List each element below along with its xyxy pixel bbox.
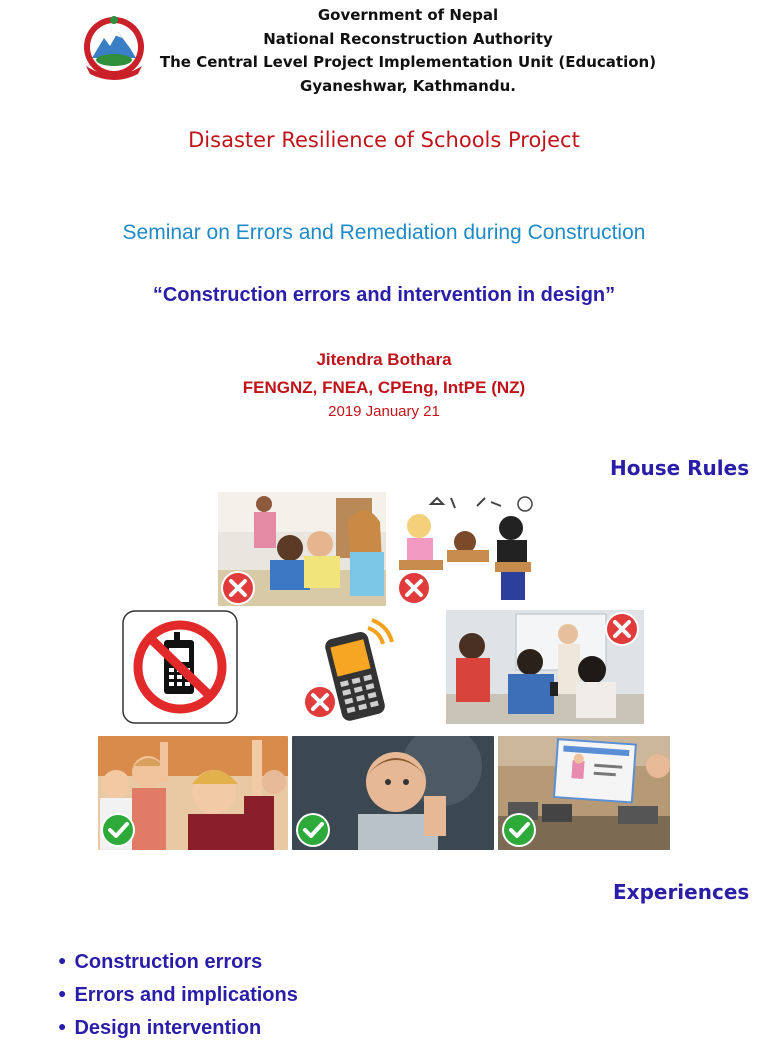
- list-item: [58, 984, 298, 1017]
- seminar-title: Seminar on Errors and Remediation during Construction: [122, 221, 646, 244]
- cross-icon: [604, 611, 640, 647]
- header-authority: National Reconstruction Authority: [263, 30, 553, 48]
- list-item: [58, 951, 298, 984]
- talk-date: 2019 January 21: [328, 403, 440, 420]
- cross-icon: [302, 684, 338, 720]
- check-icon: [295, 812, 331, 848]
- header-government: Government of Nepal: [317, 6, 499, 24]
- bullet-icon: ●: [58, 1018, 67, 1034]
- header-address: Gyaneshwar, Kathmandu.: [300, 77, 516, 95]
- check-icon: [501, 812, 537, 848]
- author-credentials: FENGNZ, FNEA, CPEng, IntPE (NZ): [242, 378, 526, 397]
- experiences-list: [58, 951, 298, 1050]
- author-name: Jitendra Bothara: [316, 350, 452, 369]
- talk-title: “Construction errors and intervention in design”: [152, 284, 616, 306]
- bullet-icon: ●: [58, 985, 67, 1001]
- house-rules-heading: House Rules: [610, 456, 750, 480]
- experiences-heading: Experiences: [613, 880, 750, 904]
- no-phone-sign-icon: [122, 610, 238, 724]
- list-item-text: Design intervention: [74, 1017, 262, 1039]
- list-item: [58, 1017, 298, 1050]
- bullet-icon: ●: [58, 952, 67, 968]
- nepal-emblem-icon: [80, 14, 148, 80]
- list-item-text: Construction errors: [74, 951, 263, 973]
- project-title: Disaster Resilience of Schools Project: [188, 128, 580, 152]
- cross-icon: [396, 570, 432, 606]
- cross-icon: [220, 570, 256, 606]
- check-icon: [100, 812, 136, 848]
- header-unit: The Central Level Project Implementation Unit (Education): [159, 53, 657, 71]
- list-item-text: Errors and implications: [74, 984, 298, 1006]
